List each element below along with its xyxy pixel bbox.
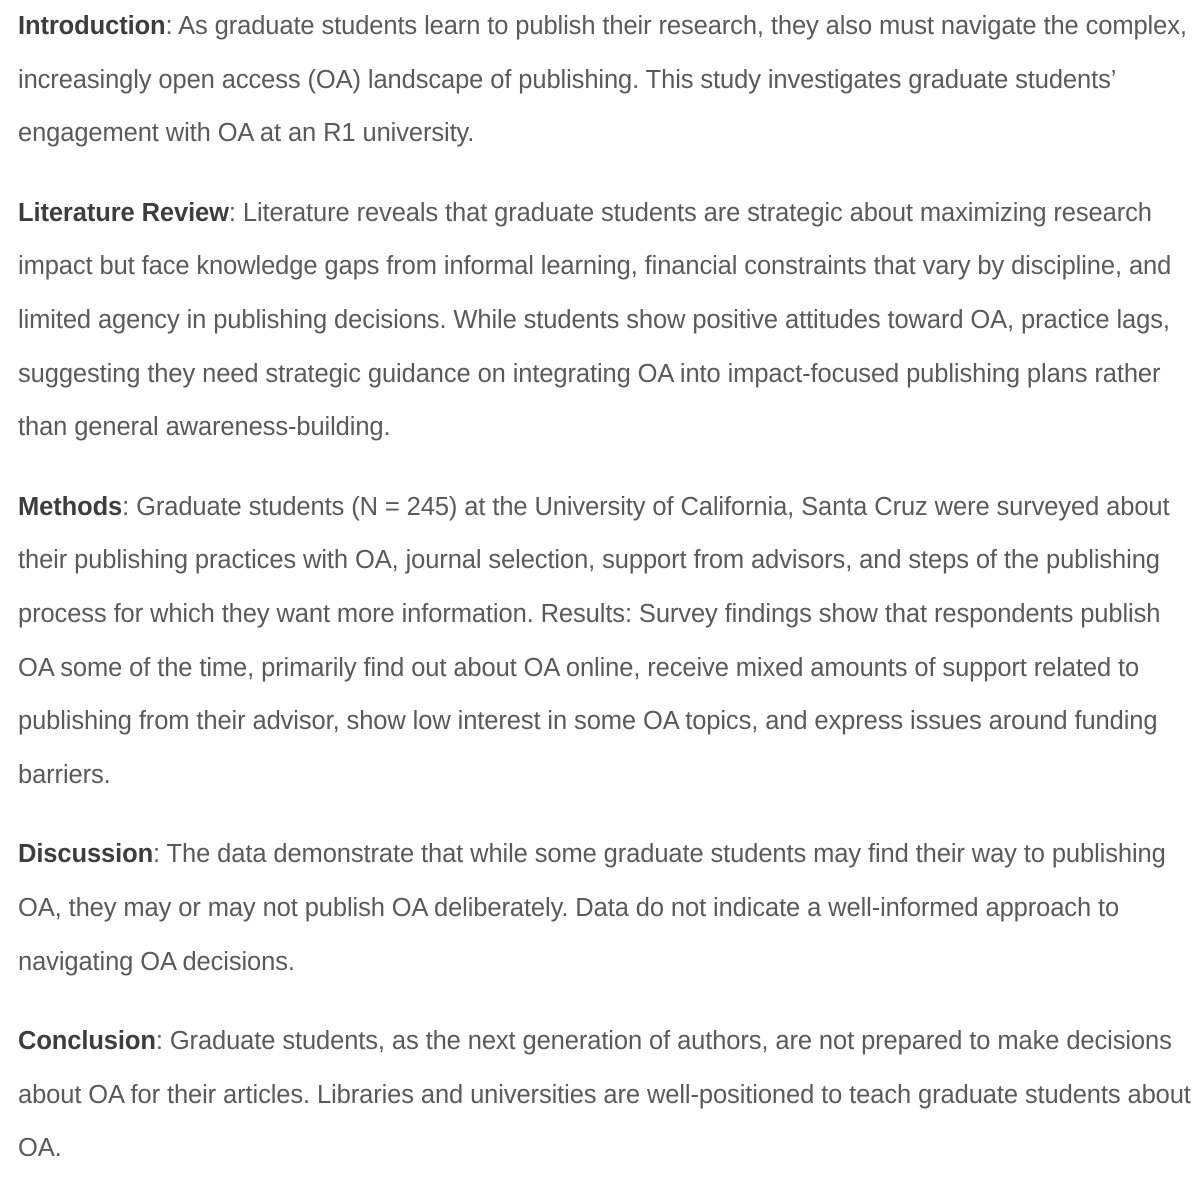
section-text: : Literature reveals that graduate students are strategic about maximizing research impact but face knowledge gaps from informal learning, financial constraints that vary by discipline, and limited agency in publishing decisions. While students show positive attitudes toward OA, practice lags, suggesting they need strategic guidance on integrating OA into impact-focused publishing plans rather than general awareness-building. <box>18 198 1172 442</box>
section-heading: Introduction <box>18 12 166 40</box>
section-methods <box>18 481 1194 803</box>
section-introduction <box>18 0 1194 161</box>
section-literature-review <box>18 187 1194 455</box>
abstract-body <box>18 0 1194 1202</box>
section-text: : The data demonstrate that while some graduate students may find their way to publishing OA, they may or may not publish OA deliberately. Data do not indicate a well-informed approach to navigating OA decisions. <box>18 840 1166 976</box>
section-heading: Literature Review <box>18 198 229 227</box>
section-conclusion <box>18 1015 1194 1176</box>
section-discussion <box>18 828 1194 989</box>
section-text: : Graduate students (N = 245) at the University of California, Santa Cruz were surveyed about their publishing practices with OA, journal selection, support from advisors, and steps of the publishing process for which they want more information. Results: Survey findings show that respondents publish OA some of the time, primarily find out about OA online, receive mixed amounts of support related to publishing from their advisor, show low interest in some OA topics, and express issues around funding barriers. <box>18 492 1170 789</box>
section-heading: Discussion <box>18 840 154 869</box>
section-text: : As graduate students learn to publish their research, they also must navigate the complex, increasingly open access (OA) landscape of publishing. This study investigates graduate students’ engagement with OA at an R1 university. <box>18 12 1187 148</box>
section-text: : Graduate students, as the next generation of authors, are not prepared to make decisions about OA for their articles. Libraries and universities are well-positioned to teach graduate students about OA. <box>18 1027 1191 1163</box>
section-heading: Conclusion <box>18 1027 156 1056</box>
section-heading: Methods <box>18 492 123 521</box>
